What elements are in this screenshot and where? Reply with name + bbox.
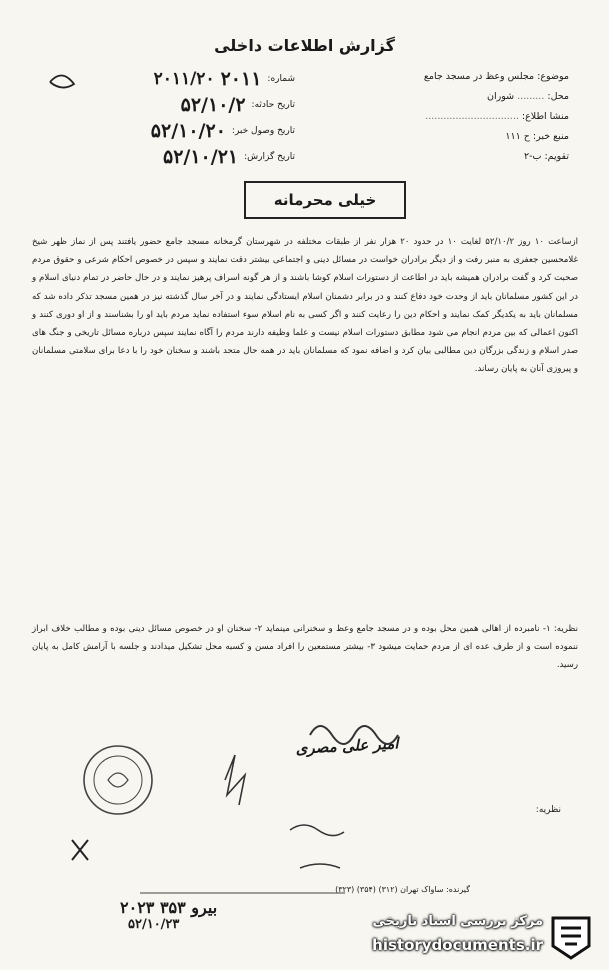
field-label: محل:: [547, 92, 569, 102]
ref-report-date: [30, 144, 295, 170]
ref-label: تاریخ حادثه:: [251, 100, 295, 110]
field-value: شوران: [487, 92, 515, 102]
field-value: مجلس وعظ در مسجد جامع: [423, 72, 535, 82]
field-source: منشأ اطلاع: ...............................: [425, 112, 569, 122]
ref-value: ۵۲/۱۰/۲۱: [163, 146, 239, 168]
note-label: نظریه:: [535, 805, 561, 815]
classification-stamp: خیلی محرمانه: [244, 181, 406, 219]
metadata-fields: [339, 72, 569, 172]
field-location: محل: ......... شوران: [487, 92, 569, 102]
field-value: ح ۱۱۱: [505, 132, 530, 142]
field-label: منبع خبر:: [532, 132, 569, 142]
report-body: [32, 233, 578, 379]
ref-received-date: [30, 118, 295, 144]
field-value: ب-۲: [523, 152, 542, 162]
ref-incident-date: [30, 92, 295, 118]
bottom-ref-date: ۵۲/۱۰/۲۳: [128, 917, 180, 932]
analysis-paragraph: نظریه: ۱- نامبرده از اهالی همین محل بوده و در مسجد جامع وعظ و سخنرانی مینماید ۲- سخنان او در خصوص مسائل دینی بوده و مطالب خلاف ابراز ننموده است و از طرف عده ای از مردم حمایت میشود ۳- بیشتر مستمعین را افراد مسن و کسبه محل تشکیل میدادند و جلسه با آرامش کامل به پایان رسید.: [32, 624, 578, 670]
field-label: منشأ اطلاع:: [521, 112, 569, 122]
field-rating: [339, 152, 569, 172]
ref-value: ۵۲/۱۰/۲۰: [150, 120, 226, 142]
signature: امیر علی مصری: [295, 734, 399, 758]
ref-label: تاریخ وصول خبر:: [231, 126, 295, 136]
field-label: تقویم:: [544, 152, 569, 162]
ref-value: ۲۰۱۱: [220, 68, 262, 90]
bottom-ref-number: ۲۰۲۳ بیرو ۳۵۳: [120, 898, 218, 917]
watermark-fa: مرکز بررسی اسناد تاریخی: [372, 914, 543, 929]
ref-label: تاریخ گزارش:: [244, 152, 295, 162]
field-subject: [339, 72, 569, 92]
ref-label: شماره:: [267, 74, 295, 84]
field-informant: [339, 132, 569, 152]
reference-block: [30, 66, 295, 170]
ref-value: ۵۲/۱۰/۲: [180, 94, 246, 116]
watermark: [311, 910, 601, 966]
watermark-en: historydocuments.ir: [372, 936, 543, 954]
ref-number: [30, 66, 295, 92]
archive-logo-icon: [547, 912, 595, 962]
ref-hand-value: ۲۰۱۱/۲۰: [153, 69, 215, 89]
field-label: موضوع:: [537, 72, 569, 82]
document-title: گزارش اطلاعات داخلی: [214, 36, 395, 55]
recipients-line: گیرنده: ساواک تهران (۳۱۲) (۳۵۴) (۳۲۳): [335, 885, 470, 894]
report-analysis: [32, 620, 578, 674]
body-paragraph: ازساعت ۱۰ روز ۵۲/۱۰/۲ لغایت ۱۰ در حدود ۲۰ هزار نفر از طبقات مختلفه در شهرستان گرمخانه مسجد جامع حضور یافتند پس از نماز ظهر شیخ غلامحسین جعفری به منبر رفت و از دیگر برادران خواست در مسائل دینی و اجتماعی بیشتر دقت نمایند و سپس در خصوص احکام شرعی و حقوق مردم صحبت کرد و گفت برادران همیشه باید در اطاعت از دستورات اسلام کوشا باشند و از هر گونه اسراف پرهیز نمایند و در حال حاضر در تمام دنیای اسلام و در این کشور مسلمانان باید از وحدت خود دفاع کنند و در برابر دشمنان اسلام ایستادگی نمایند و در آخر سال گذشته نیز در همین مسجد تذکر داده شد که مسلمانان باید به یکدیگر کمک نمایند و احکام دین را رعایت کنند و اگر کسی به نام اسلام سوء استفاده نماید مردم باید او را بشناسند و از او دوری کنند و اکنون اعمالی که بین مردم انجام می شود مطابق دستورات اسلام نیست و علما وظیفه دارند مردم را آگاه نمایند سپس درباره مسائل تاریخی و جنگ های صدر اسلام و زندگی بزرگان دین مطالبی بیان کرد و اضافه نمود که مسلمانان باید در همه حال متحد باشند و سخنان خود را با دعا برای سلامتی مسلمانان و پیروزی آنان به پایان رساند.: [32, 237, 579, 375]
